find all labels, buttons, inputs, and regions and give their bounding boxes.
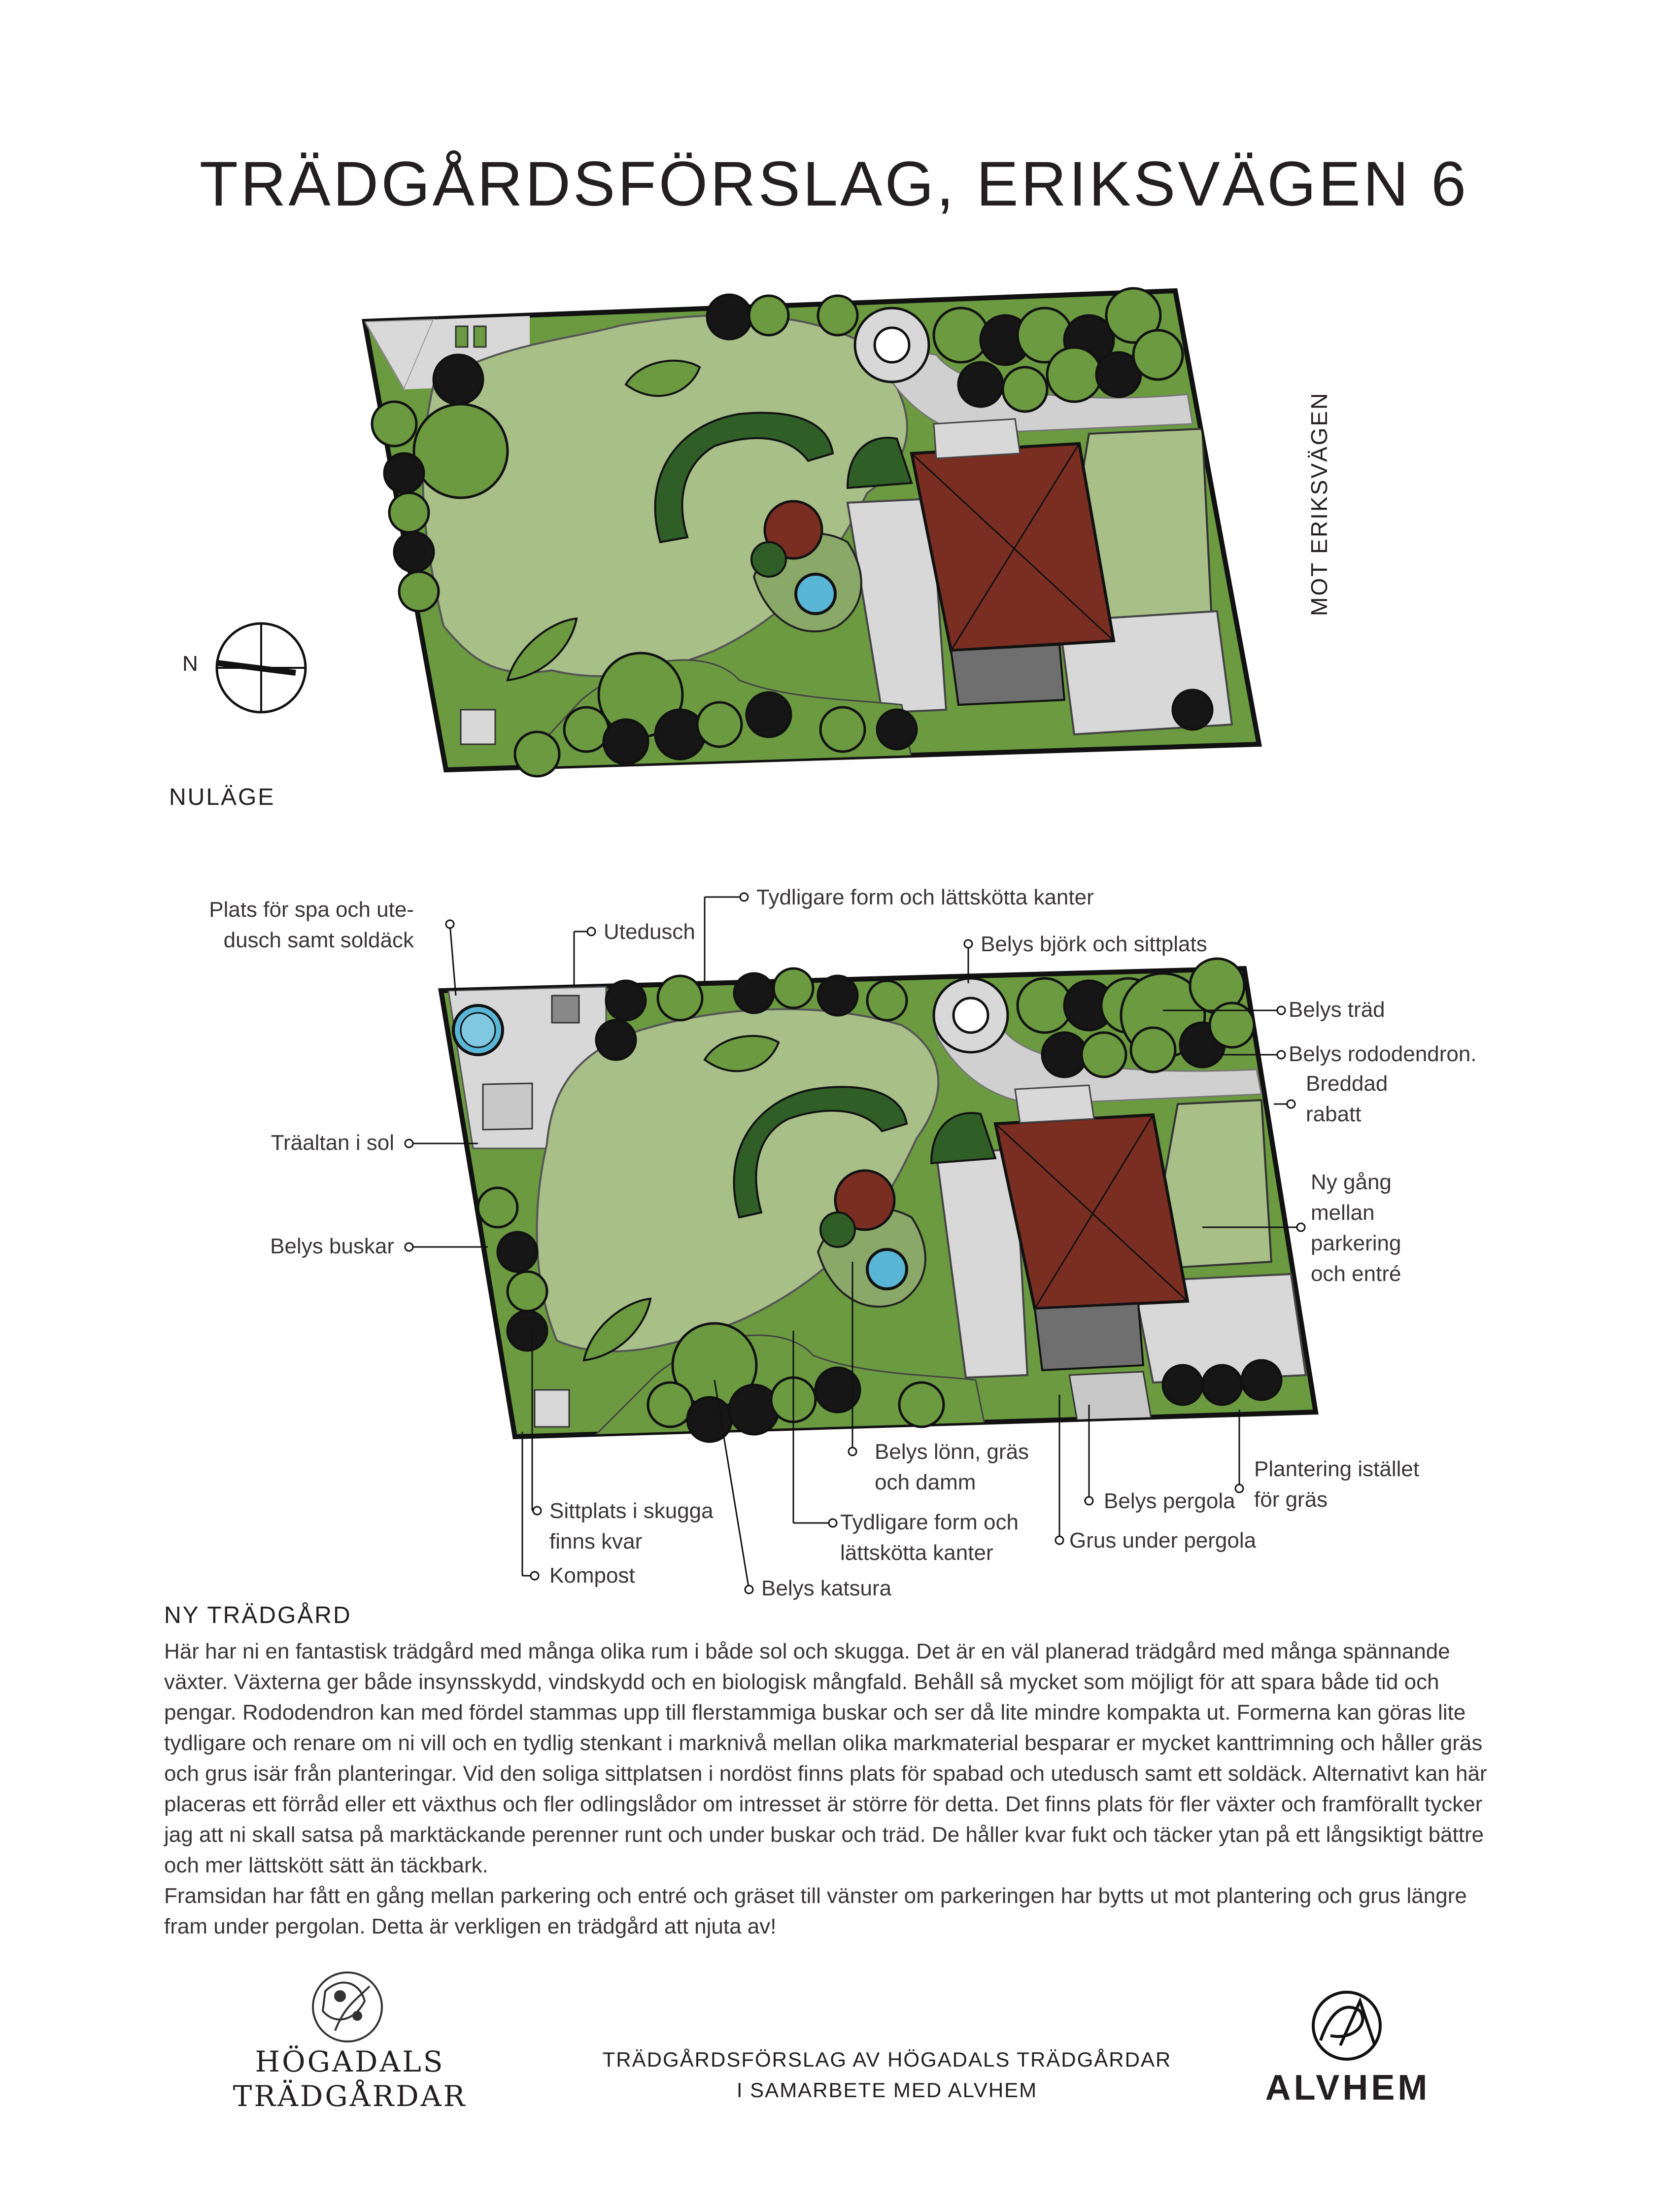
footer-credit: TRÄDGÅRDSFÖRSLAG AV HÖGADALS TRÄDGÅRDAR I SAMARBETE MED ALVHEM (602, 2048, 1172, 2102)
label-clearer-form-bottom: Tydligare form och lättskötta kanter (840, 1510, 1019, 1565)
label-new-path: Ny gång mellan parkering och entré (1311, 1170, 1401, 1286)
label-highlight-shrubs: Belys buskar (270, 1234, 394, 1258)
label-outdoor-shower: Utedusch (604, 920, 695, 944)
label-widened-bed: Breddad rabatt (1306, 1071, 1388, 1126)
section-label-current: NULÄGE (169, 784, 275, 810)
label-spa: Plats för spa och ute- dusch samt soldäck (209, 898, 414, 952)
label-highlight-rhododendron: Belys rododendron. (1289, 1042, 1477, 1066)
label-highlight-pergola: Belys pergola (1104, 1489, 1235, 1513)
street-label: MOT ERIKSVÄGEN (1306, 391, 1332, 616)
description-paragraph: Framsidan har fått en gång mellan parkering och entré och gräset till vänster om parkeringen har bytts ut mot plantering och grus längre fram under pergolan. Detta är verkligen en trädgård att njuta av! (164, 1884, 1467, 1938)
compass-icon (217, 623, 306, 712)
section-label-new: NY TRÄDGÅRD (164, 1602, 352, 1628)
compass-north-label: N (182, 652, 198, 676)
label-planting: Plantering istället för gräs (1254, 1457, 1420, 1512)
label-highlight-maple: Belys lönn, gräs och damm (875, 1440, 1029, 1494)
label-highlight-birch: Belys björk och sittplats (981, 932, 1207, 956)
label-highlight-tree: Belys träd (1289, 998, 1385, 1022)
label-compost: Kompost (549, 1563, 635, 1588)
label-highlight-katsura: Belys katsura (761, 1576, 892, 1600)
label-wooden-deck: Träaltan i sol (271, 1131, 394, 1155)
label-shade-seat: Sittplats i skugga finns kvar (549, 1499, 714, 1554)
label-clearer-form-top: Tydligare form och lättskötta kanter (756, 885, 1094, 909)
description (164, 1636, 1514, 1942)
description-paragraph: Här har ni en fantastisk trädgård med många olika rum i både sol och skugga. Det är en väl planerad trädgård med många spännande växter. Växterna ger både insynsskydd, vindskydd och en biologisk mångfald. Behåll så mycket som möjligt för att spara både tid och pengar. Rododendron kan med fördel stammas upp till flerstammiga buskar och ser då lite mindre kompakta ut. Formerna kan göras lite tydligare och renare om ni vill och en tydlig stenkant i marknivå mellan olika markmaterial besparar er mycket kanttrimning och håller gräs och grus isär från planteringar. Vid den soliga sittplatsen i nordöst finns plats för spabad och utedusch samt ett soldäck. Alternativt kan här placeras ett förråd eller ett växthus och fler odlingslådor om intresset är större för detta. Det finns plats för fler växter och framförallt tycker jag att ni skall satsa på marktäckande perenner runt och under buskar och träd. De håller kvar fukt och täcker ytan på ett långsiktigt bättre och mer lättskött sätt än täckbark. (164, 1639, 1487, 1877)
page-title: TRÄDGÅRDSFÖRSLAG, ERIKSVÄGEN 6 (199, 149, 1469, 219)
hogadals-logo-text: HÖGADALS TRÄDGÅRDAR (233, 2045, 467, 2113)
alvhem-logo-text: ALVHEM (1265, 2068, 1430, 2108)
label-gravel-pergola: Grus under pergola (1069, 1528, 1257, 1553)
